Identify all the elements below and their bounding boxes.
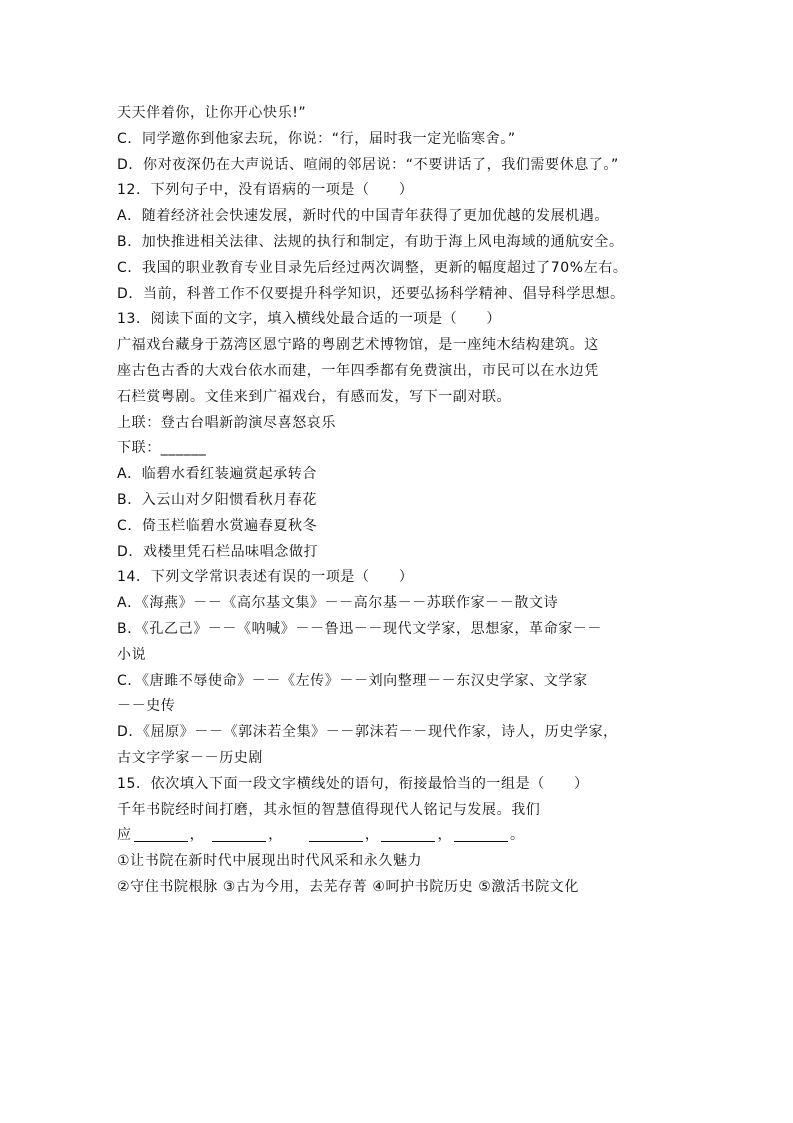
question-13: 13．阅读下面的文字，填入横线处最合适的一项是（ ） — [117, 311, 502, 328]
question-12-option-b: B．加快推进相关法律、法规的执行和制定，有助于海上风电海域的通航安全。 — [117, 233, 624, 250]
answer-blank — [134, 827, 188, 842]
text-line: 天天伴着你，让你开心快乐!” — [117, 105, 307, 121]
question-15-blanks — [117, 823, 707, 849]
question-15-option-list: ②守住书院根脉 ③古为今用，去芜存菁 ④呵护书院历史 ⑤激活书院文化 — [117, 878, 579, 895]
blank-separator: ， — [268, 827, 283, 844]
question-14-option-c: C．《唐雎不辱使命》－－《左传》－－刘向整理－－东汉史学家、文学家 — [117, 672, 588, 689]
question-14-option-b-cont: 小说 — [117, 646, 147, 663]
question-13-option-a: A．临碧水看红装遍赏起承转合 — [117, 466, 317, 483]
question-14-option-c-cont: －－史传 — [117, 698, 176, 715]
answer-blank — [454, 827, 508, 842]
blank-separator: ， — [364, 827, 380, 844]
question-14-option-d: D．《屈原》－－《郭沫若全集》－－郭沫若－－现代作家，诗人，历史学家， — [117, 724, 618, 741]
blank-separator: ， — [437, 827, 453, 844]
passage-line: 广福戏台藏身于荔湾区恩宁路的粤剧艺术博物馆，是一座纯木结构建筑。这 — [117, 337, 599, 354]
question-13-option-c: C．倚玉栏临碧水赏遍春夏秋冬 — [117, 517, 318, 534]
answer-blank — [212, 827, 266, 842]
question-15-option-list: ①让书院在新时代中展现出时代风采和永久魅力 — [117, 853, 423, 870]
answer-blank — [309, 827, 363, 842]
blank-separator: ， — [189, 827, 205, 844]
option-line: D．你对夜深仍在大声说话、喧闹的邻居说：“不要讲话了，我们需要休息了。” — [117, 156, 619, 173]
passage-line: 石栏赏粤剧。文佳来到广福戏台，有感而发，写下一副对联。 — [117, 388, 512, 405]
couplet-lower: 下联：______ — [117, 440, 207, 457]
document-body — [117, 101, 707, 901]
blank-lead: 应 — [117, 827, 132, 844]
question-13-option-d: D．戏楼里凭石栏品味唱念做打 — [117, 543, 319, 560]
question-15-passage: 千年书院经时间打磨，其永恒的智慧值得现代人铭记与发展。我们 — [117, 801, 541, 818]
question-12-option-a: A．随着经济社会快速发展，新时代的中国青年获得了更加优越的发展机遇。 — [117, 208, 609, 225]
answer-blank — [381, 827, 435, 842]
question-14-option-a: A．《海燕》－－《高尔基文集》－－高尔基－－苏联作家－－散文诗 — [117, 595, 559, 612]
question-12-option-c: C．我国的职业教育专业目录先后经过两次调整，更新的幅度超过了70%左右。 — [117, 259, 628, 276]
question-14: 14．下列文学常识表述有误的一项是（ ） — [117, 569, 414, 586]
question-15: 15．依次填入下面一段文字横线处的语句，衔接最恰当的一组是（ ） — [117, 775, 589, 792]
question-12-option-d: D．当前，科普工作不仅要提升科学知识，还要弘扬科学精神、倡导科学思想。 — [117, 285, 625, 302]
question-14-option-d-cont: 古文字学家－－历史剧 — [117, 749, 263, 766]
question-12: 12．下列句子中，没有语病的一项是（ ） — [117, 182, 414, 199]
question-14-option-b: B．《孔乙己》－－《呐喊》－－鲁迅－－现代文学家，思想家，革命家－－ — [117, 620, 603, 637]
couplet-upper: 上联：登古台唱新韵演尽喜怒哀乐 — [117, 414, 336, 431]
passage-line: 座古色古香的大戏台依水而建，一年四季都有免费演出，市民可以在水边凭 — [117, 362, 599, 379]
option-line: C．同学邀你到他家去玩，你说：“行，届时我一定光临寒舍。” — [117, 130, 516, 147]
question-13-option-b: B．入云山对夕阳惯看秋月春花 — [117, 491, 318, 508]
blank-end: 。 — [510, 827, 525, 844]
